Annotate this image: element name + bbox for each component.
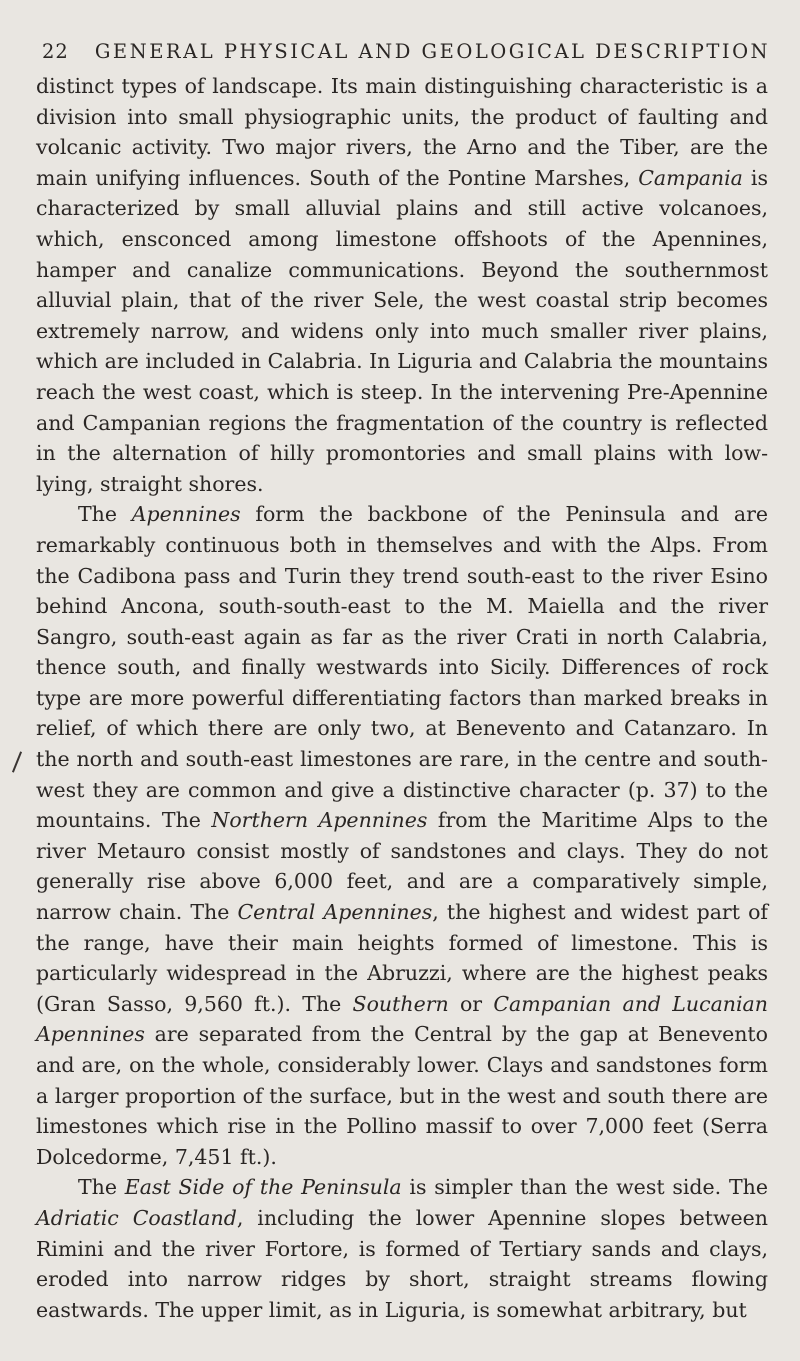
text-run: The — [78, 502, 132, 527]
body-text — [36, 71, 768, 1325]
text-run: are separated from the Central by the gap at Benevento and are, on the whole, considerably lower. Clays and sandstones form a larger proportion of the surface, but in the west and south there are limestones which rise in the Pollino massif to over 7,000 feet (Serra Dolcedorme, 7,451 ft.). — [36, 1022, 768, 1169]
paragraph — [36, 71, 768, 499]
running-header — [42, 40, 771, 63]
italic-term: Campanian and Lucanian Apennines — [36, 991, 768, 1047]
italic-term: Central Apennines — [237, 900, 433, 925]
page-number: 22 — [42, 40, 69, 63]
text-run: from the Maritime Alps to the river Metauro consist mostly of sandstones and clays. They do not generally rise above 6,000 feet, and are a comparatively simple, narrow chain. The — [36, 808, 769, 925]
text-run: or — [448, 991, 494, 1016]
text-run: The — [78, 1175, 125, 1200]
italic-term: Southern — [352, 991, 449, 1016]
paragraph — [36, 1172, 768, 1325]
text-run: , including the lower Apennine slopes between Rimini and the river Fortore, is formed of Tertiary sands and clays, eroded into narrow ridges by short, straight streams flowing eastwards. The upper limit, as in Liguria, is somewhat arbitrary, but — [36, 1205, 768, 1322]
italic-term: Northern Apennines — [211, 808, 428, 833]
italic-term: Campania — [638, 165, 743, 190]
margin-pencil-mark — [12, 751, 22, 772]
italic-term: Apennines — [131, 502, 241, 527]
text-run: distinct types of landscape. Its main distinguishing characteristic is a division into small physiographic units, the product of faulting and volcanic activity. Two major rivers, the Arno and the Tiber, are the main unifying influences. South of the Pontine Marshes, — [36, 74, 768, 190]
italic-term: Adriatic Coastland — [36, 1205, 237, 1230]
text-run: , the highest and widest part of the range, have their main heights formed of limestone. This is particularly widespread in the Abruzzi, where are the highest peaks (Gran Sasso, 9,560 ft.). The — [36, 900, 769, 1016]
running-title: GENERAL PHYSICAL AND GEOLOGICAL DESCRIPTION — [94, 40, 771, 63]
italic-term: East Side of the Peninsula — [124, 1175, 402, 1200]
paragraph — [36, 499, 768, 1172]
text-run: form the backbone of the Peninsula and are remarkably continuous both in themselves and with the Alps. From the Cadibona pass and Turin they trend south-east to the river Esino behind Ancona, south-south-east to the M. Maiella and the river Sangro, south-east again as far as the river Crati in north Calabria, thence south, and finally westwards into Sicily. Differences of rock type are more powerful differentiating factors than marked breaks in relief, of which there are only two, at Benevento and Catanzaro. In the north and south-east limestones are rare, in the centre and south-west they are common and give a distinctive character (p. 37) to the mountains. The — [36, 502, 768, 833]
text-run: is simpler than the west side. The — [401, 1175, 768, 1200]
text-run: is characterized by small alluvial plains and still active volcanoes, which, ensconced among limestone offshoots of the Apennines, hamper and canalize communications. Beyond the southernmost alluvial plain, that of the river Sele, the west coastal strip becomes extremely narrow, and widens only into much smaller river plains, which are included in Calabria. In Liguria and Calabria the mountains reach the west coast, which is steep. In the intervening Pre-Apennine and Campanian regions the fragmentation of the country is reflected in the alternation of hilly promontories and small plains with low-lying, straight shores. — [36, 165, 768, 496]
